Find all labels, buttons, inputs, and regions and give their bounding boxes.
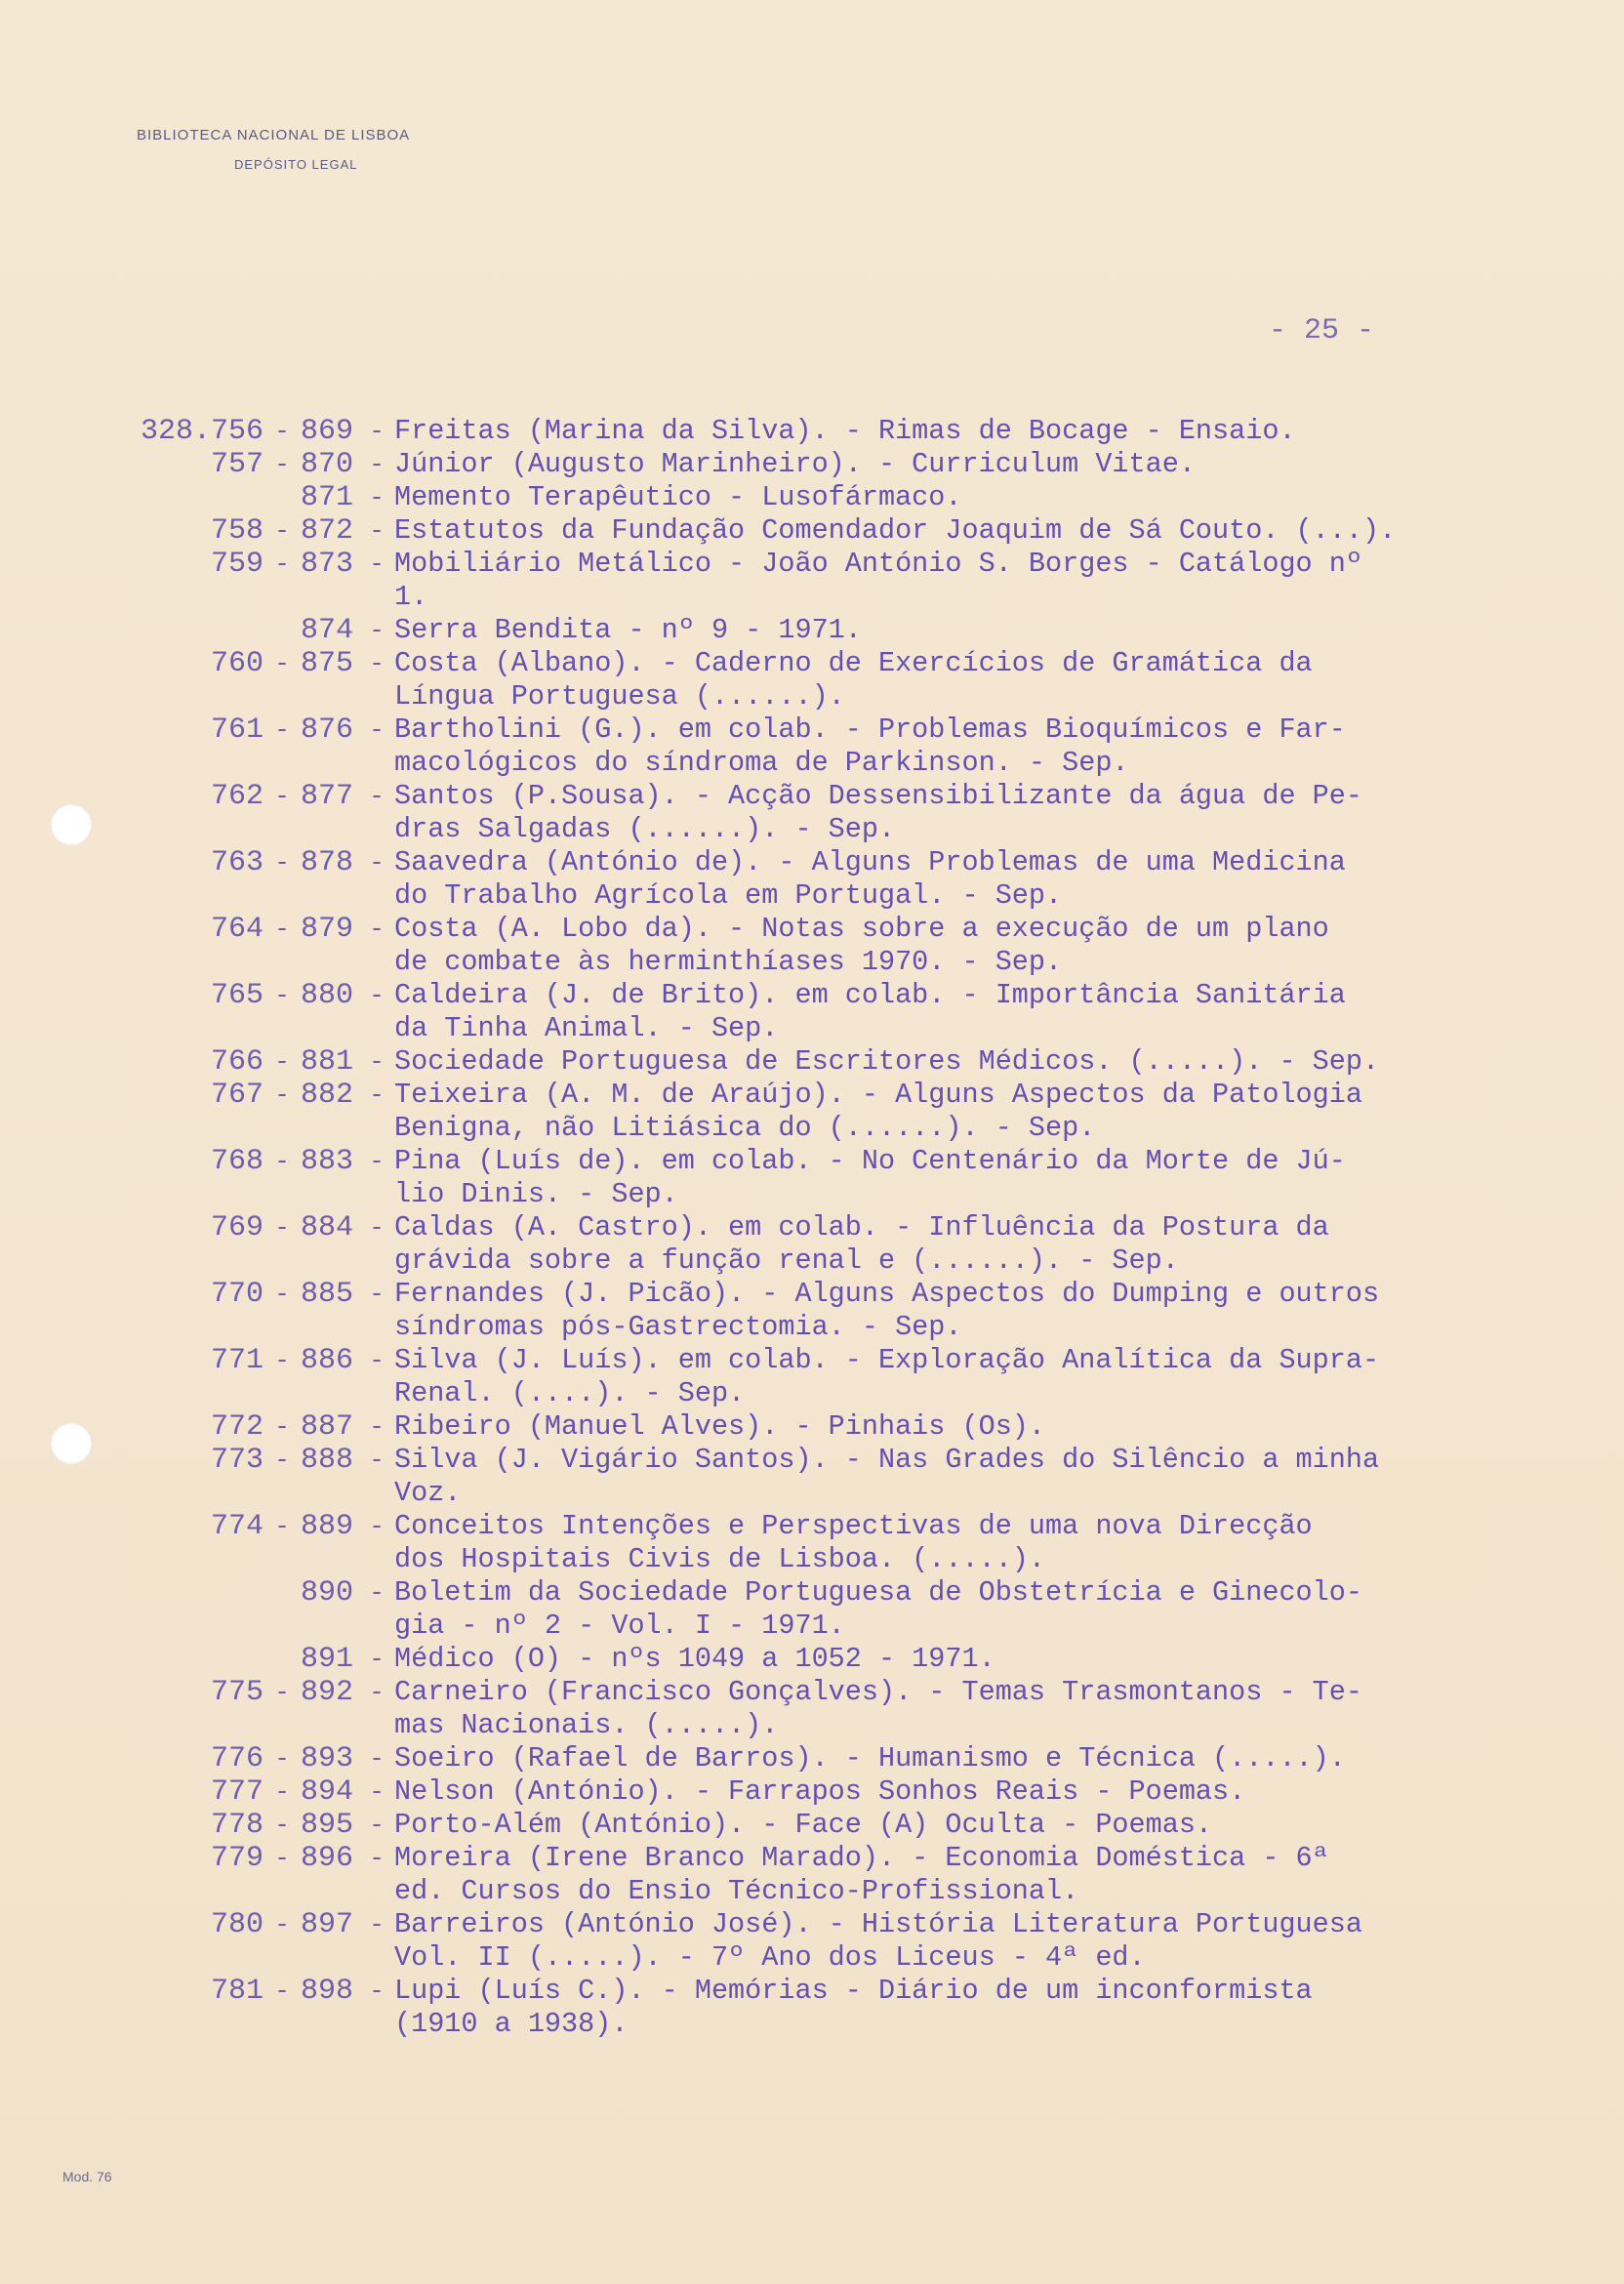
description-line: (1910 a 1938). <box>394 2008 629 2040</box>
dash-separator: - <box>274 1081 290 1110</box>
dash-separator: - <box>274 1346 290 1375</box>
catalog-entry <box>117 415 1601 448</box>
dash-separator: - <box>274 848 290 877</box>
description-line: Pina (Luís de). em colab. - No Centenário da Morte de Jú- <box>394 1145 1346 1177</box>
deposit-number: 886 <box>301 1344 354 1377</box>
dash-separator: - <box>274 715 290 745</box>
description-line: lio Dinis. - Sep. <box>394 1178 678 1210</box>
description-line: Porto-Além (António). - Face (A) Oculta - Poemas. <box>394 1809 1213 1841</box>
entry-description <box>394 1079 1601 1145</box>
description-line: Saavedra (António de). - Alguns Problemas de uma Medicina <box>394 846 1346 878</box>
dash-separator: - <box>369 516 385 546</box>
entry-description <box>394 1145 1601 1211</box>
catalog-entry <box>117 1643 1601 1676</box>
description-line: gia - nº 2 - Vol. I - 1971. <box>394 1610 845 1642</box>
dash-separator: - <box>369 848 385 877</box>
call-number: 764 <box>210 913 264 946</box>
dash-separator: - <box>274 450 290 479</box>
entry-description <box>394 1742 1601 1775</box>
catalog-entry <box>117 1576 1601 1643</box>
call-number: 771 <box>210 1344 264 1377</box>
catalog-entry <box>117 1278 1601 1344</box>
entry-description <box>394 1809 1601 1842</box>
description-line: de combate às herminthíases 1970. - Sep. <box>394 946 1063 978</box>
catalog-entry <box>117 1676 1601 1742</box>
deposit-number: 892 <box>301 1676 354 1709</box>
deposit-number: 877 <box>301 780 354 813</box>
call-number <box>117 1643 264 1676</box>
letterhead-institution: BIBLIOTECA NACIONAL DE LISBOA <box>137 127 411 143</box>
deposit-number: 869 <box>301 415 354 448</box>
dash-separator: - <box>369 715 385 745</box>
description-line: Nelson (António). - Farrapos Sonhos Reais - Poemas. <box>394 1775 1246 1808</box>
entry-description <box>394 1510 1601 1576</box>
call-number: 766 <box>210 1045 264 1079</box>
deposit-number: 873 <box>301 548 354 581</box>
deposit-number: 890 <box>301 1576 354 1610</box>
catalog-entry <box>117 1410 1601 1444</box>
call-number: 762 <box>210 780 264 813</box>
dash-separator: - <box>369 1811 385 1840</box>
dash-separator: - <box>369 1910 385 1939</box>
dash-separator <box>264 481 301 514</box>
description-line: mas Nacionais. (.....). <box>394 1709 779 1741</box>
catalog-entry <box>117 1045 1601 1079</box>
dash-separator: - <box>274 516 290 546</box>
catalog-entry <box>117 1842 1601 1908</box>
call-number: 777 <box>210 1775 264 1809</box>
entry-description <box>394 514 1601 548</box>
punch-hole <box>51 1423 92 1464</box>
call-number <box>117 614 264 647</box>
description-line: Conceitos Intenções e Perspectivas de uma nova Direcção <box>394 1510 1313 1542</box>
description-line: Teixeira (A. M. de Araújo). - Alguns Aspectos da Patologia <box>394 1079 1362 1111</box>
deposit-number: 897 <box>301 1908 354 1941</box>
dash-separator: - <box>274 1147 290 1176</box>
description-line: Boletim da Sociedade Portuguesa de Obstetrícia e Ginecolo- <box>394 1576 1362 1609</box>
catalog-entry <box>117 846 1601 913</box>
call-number: 772 <box>210 1410 264 1444</box>
dash-separator: - <box>369 616 385 645</box>
entry-description <box>394 979 1601 1045</box>
catalog-entry <box>117 780 1601 846</box>
call-number: 758 <box>210 514 264 548</box>
entry-description <box>394 1676 1601 1742</box>
dash-separator: - <box>274 782 290 811</box>
description-line: 1. <box>394 581 428 613</box>
description-line: dos Hospitais Civis de Lisboa. (.....). <box>394 1543 1046 1575</box>
dash-separator: - <box>369 1081 385 1110</box>
dash-separator: - <box>369 417 385 446</box>
entry-description <box>394 614 1601 647</box>
call-number: 759 <box>210 548 264 581</box>
description-line: Voz. <box>394 1477 462 1509</box>
dash-separator: - <box>274 550 290 579</box>
entry-description <box>394 1444 1601 1510</box>
catalog-entry <box>117 514 1601 548</box>
dash-separator: - <box>274 1047 290 1077</box>
entry-description <box>394 714 1601 780</box>
description-line: Serra Bendita - nº 9 - 1971. <box>394 614 862 646</box>
deposit-number: 885 <box>301 1278 354 1311</box>
description-line: Lupi (Luís C.). - Memórias - Diário de um inconformista <box>394 1975 1313 2007</box>
catalog-entry <box>117 1145 1601 1211</box>
dash-separator: - <box>369 1645 385 1674</box>
entry-description <box>394 1975 1601 2041</box>
dash-separator: - <box>274 417 290 446</box>
description-line: grávida sobre a função renal e (......). - Sep. <box>394 1244 1179 1277</box>
entry-description <box>394 1278 1601 1344</box>
description-line: Vol. II (.....). - 7º Ano dos Liceus - 4ª ed. <box>394 1941 1146 1974</box>
description-line: Soeiro (Rafael de Barros). - Humanismo e Técnica (.....). <box>394 1742 1346 1774</box>
letterhead <box>137 127 410 172</box>
description-line: Costa (Albano). - Caderno de Exercícios de Gramática da <box>394 647 1313 679</box>
description-line: Benigna, não Litiásica do (......). - Sep. <box>394 1112 1096 1144</box>
call-number: 767 <box>210 1079 264 1112</box>
dash-separator: - <box>274 1280 290 1309</box>
catalog-entry <box>117 1211 1601 1278</box>
entry-description <box>394 1643 1601 1676</box>
description-line: Barreiros (António José). - História Literatura Portuguesa <box>394 1908 1362 1940</box>
deposit-number: 898 <box>301 1975 354 2008</box>
description-line: Língua Portuguesa (......). <box>394 680 845 713</box>
catalog-entry <box>117 481 1601 514</box>
description-line: Moreira (Irene Branco Marado). - Economia Doméstica - 6ª <box>394 1842 1329 1874</box>
call-number: 765 <box>210 979 264 1012</box>
call-number: 774 <box>210 1510 264 1543</box>
dash-separator: - <box>369 782 385 811</box>
catalog-entry <box>117 614 1601 647</box>
catalog-entry <box>117 1742 1601 1775</box>
entry-description <box>394 481 1601 514</box>
deposit-number: 895 <box>301 1809 354 1842</box>
entry-description <box>394 913 1601 979</box>
dash-separator: - <box>369 1777 385 1807</box>
deposit-number: 876 <box>301 714 354 747</box>
call-number: 328.756 <box>140 415 264 448</box>
description-line: dras Salgadas (......). - Sep. <box>394 813 896 845</box>
dash-separator: - <box>369 1512 385 1541</box>
entry-description <box>394 1842 1601 1908</box>
deposit-number: 884 <box>301 1211 354 1244</box>
description-line: Silva (J. Luís). em colab. - Exploração Analítica da Supra- <box>394 1344 1380 1376</box>
dash-separator: - <box>369 1578 385 1608</box>
description-line: Santos (P.Sousa). - Acção Dessensibilizante da água de Pe- <box>394 780 1362 812</box>
dash-separator: - <box>369 550 385 579</box>
description-line: Costa (A. Lobo da). - Notas sobre a execução de um plano <box>394 913 1329 945</box>
catalog-entry <box>117 647 1601 714</box>
dash-separator: - <box>369 450 385 479</box>
description-line: síndromas pós-Gastrectomia. - Sep. <box>394 1311 962 1343</box>
deposit-number: 875 <box>301 647 354 680</box>
catalog-entry <box>117 979 1601 1045</box>
deposit-number: 894 <box>301 1775 354 1809</box>
entry-description <box>394 1045 1601 1079</box>
description-line: ed. Cursos do Ensio Técnico-Profissional. <box>394 1875 1079 1907</box>
description-line: Júnior (Augusto Marinheiro). - Curriculum Vitae. <box>394 448 1196 480</box>
entry-description <box>394 1576 1601 1643</box>
call-number: 781 <box>210 1975 264 2008</box>
dash-separator: - <box>274 1678 290 1707</box>
catalog-entry <box>117 1809 1601 1842</box>
entry-description <box>394 415 1601 448</box>
description-line: Renal. (....). - Sep. <box>394 1377 746 1409</box>
dash-separator: - <box>369 483 385 512</box>
dash-separator: - <box>274 649 290 678</box>
dash-separator: - <box>274 1446 290 1475</box>
call-number: 776 <box>210 1742 264 1775</box>
deposit-number: 882 <box>301 1079 354 1112</box>
page-number: - 25 - <box>1269 314 1375 347</box>
catalog-entry <box>117 1344 1601 1410</box>
dash-separator: - <box>274 1977 290 2006</box>
call-number: 761 <box>210 714 264 747</box>
call-number: 770 <box>210 1278 264 1311</box>
description-line: Freitas (Marina da Silva). - Rimas de Bocage - Ensaio. <box>394 415 1296 447</box>
dash-separator: - <box>274 1412 290 1442</box>
dash-separator: - <box>369 1977 385 2006</box>
deposit-number: 872 <box>301 514 354 548</box>
description-line: Mobiliário Metálico - João António S. Borges - Catálogo nº <box>394 548 1362 580</box>
call-number: 763 <box>210 846 264 879</box>
deposit-number: 880 <box>301 979 354 1012</box>
entry-description <box>394 647 1601 714</box>
deposit-number: 896 <box>301 1842 354 1875</box>
description-line: Caldas (A. Castro). em colab. - Influência da Postura da <box>394 1211 1329 1244</box>
dash-separator: - <box>369 1346 385 1375</box>
description-line: do Trabalho Agrícola em Portugal. - Sep. <box>394 879 1063 912</box>
call-number: 778 <box>210 1809 264 1842</box>
call-number <box>117 1576 264 1643</box>
dash-separator: - <box>369 1844 385 1873</box>
dash-separator: - <box>274 1910 290 1939</box>
description-line: da Tinha Animal. - Sep. <box>394 1012 779 1044</box>
dash-separator: - <box>369 1678 385 1707</box>
call-number <box>117 481 264 514</box>
description-line: Estatutos da Fundação Comendador Joaquim de Sá Couto. (...). <box>394 514 1397 547</box>
dash-separator: - <box>274 915 290 944</box>
description-line: Bartholini (G.). em colab. - Problemas Bioquímicos e Far- <box>394 714 1346 746</box>
entry-description <box>394 1908 1601 1975</box>
catalog-entry <box>117 1975 1601 2041</box>
description-line: Carneiro (Francisco Gonçalves). - Temas Trasmontanos - Te- <box>394 1676 1362 1708</box>
call-number: 757 <box>210 448 264 481</box>
dash-separator: - <box>274 1811 290 1840</box>
dash-separator: - <box>274 1213 290 1243</box>
dash-separator: - <box>369 1446 385 1475</box>
dash-separator: - <box>274 1844 290 1873</box>
dash-separator: - <box>274 1744 290 1774</box>
deposit-number: 879 <box>301 913 354 946</box>
entry-description <box>394 846 1601 913</box>
entry-description <box>394 1344 1601 1410</box>
deposit-number: 874 <box>301 614 354 647</box>
dash-separator: - <box>369 1280 385 1309</box>
catalog-entry <box>117 1775 1601 1809</box>
entry-description <box>394 780 1601 846</box>
dash-separator <box>264 1576 301 1643</box>
catalog-entry <box>117 1079 1601 1145</box>
dash-separator: - <box>369 1213 385 1243</box>
deposit-number: 871 <box>301 481 354 514</box>
letterhead-department: DEPÓSITO LEGAL <box>234 157 358 172</box>
dash-separator: - <box>274 1777 290 1807</box>
deposit-number: 883 <box>301 1145 354 1178</box>
dash-separator: - <box>274 981 290 1010</box>
call-number: 779 <box>210 1842 264 1875</box>
deposit-number: 889 <box>301 1510 354 1543</box>
catalog-entry <box>117 913 1601 979</box>
dash-separator: - <box>274 1512 290 1541</box>
description-line: Silva (J. Vigário Santos). - Nas Grades do Silêncio a minha <box>394 1444 1380 1476</box>
deposit-number: 881 <box>301 1045 354 1079</box>
entry-description <box>394 1211 1601 1278</box>
entry-description <box>394 1775 1601 1809</box>
dash-separator: - <box>369 1047 385 1077</box>
dash-separator: - <box>369 1744 385 1774</box>
dash-separator <box>264 614 301 647</box>
catalog-entry <box>117 448 1601 481</box>
catalog-entry <box>117 1444 1601 1510</box>
catalog-entry <box>117 714 1601 780</box>
deposit-number: 870 <box>301 448 354 481</box>
form-model-number: Mod. 76 <box>62 2169 112 2184</box>
dash-separator <box>264 1643 301 1676</box>
deposit-number: 888 <box>301 1444 354 1477</box>
call-number: 768 <box>210 1145 264 1178</box>
deposit-number: 893 <box>301 1742 354 1775</box>
call-number: 780 <box>210 1908 264 1941</box>
description-line: Sociedade Portuguesa de Escritores Médicos. (.....). - Sep. <box>394 1045 1380 1078</box>
description-line: Caldeira (J. de Brito). em colab. - Importância Sanitária <box>394 979 1346 1011</box>
deposit-number: 887 <box>301 1410 354 1444</box>
entry-description <box>394 1410 1601 1444</box>
description-line: macológicos do síndroma de Parkinson. - Sep. <box>394 747 1129 779</box>
description-line: Memento Terapêutico - Lusofármaco. <box>394 481 962 513</box>
description-line: Médico (O) - nºs 1049 a 1052 - 1971. <box>394 1643 995 1675</box>
punch-hole <box>51 804 92 845</box>
dash-separator: - <box>369 649 385 678</box>
deposit-number: 878 <box>301 846 354 879</box>
catalog-entry <box>117 548 1601 614</box>
dash-separator: - <box>369 981 385 1010</box>
dash-separator: - <box>369 1147 385 1176</box>
call-number: 775 <box>210 1676 264 1709</box>
description-line: Fernandes (J. Picão). - Alguns Aspectos do Dumping e outros <box>394 1278 1380 1310</box>
call-number: 769 <box>210 1211 264 1244</box>
description-line: Ribeiro (Manuel Alves). - Pinhais (Os). <box>394 1410 1046 1443</box>
catalog-entry-list <box>117 415 1601 2041</box>
dash-separator: - <box>369 1412 385 1442</box>
call-number: 760 <box>210 647 264 680</box>
dash-separator: - <box>369 915 385 944</box>
call-number: 773 <box>210 1444 264 1477</box>
catalog-entry <box>117 1510 1601 1576</box>
entry-description <box>394 548 1601 614</box>
entry-description <box>394 448 1601 481</box>
catalog-entry <box>117 1908 1601 1975</box>
deposit-number: 891 <box>301 1643 354 1676</box>
